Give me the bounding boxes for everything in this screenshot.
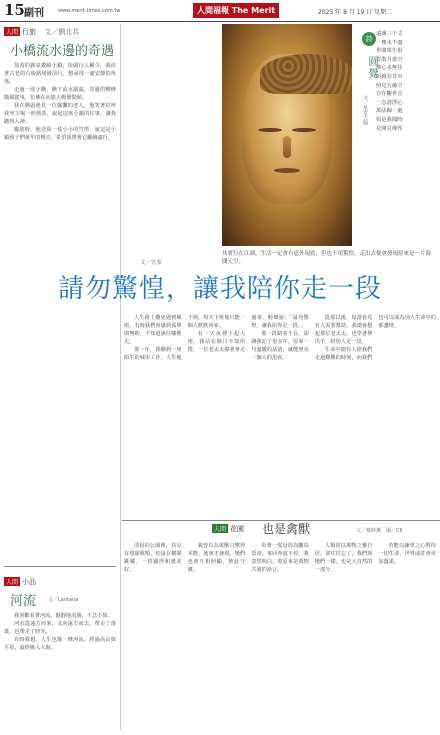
paragraph: 我喜歡看著河流，靜靜地流淌，不急不徐。 <box>14 613 113 619</box>
poem-line: 如是我聞時 <box>376 116 403 123</box>
paragraph: 河水從遠方而來，又向遠方而去，帶走了落葉，也帶走了時光。 <box>4 621 116 635</box>
paragraph: 有一天夜裡下起大雨，我站在路口不知所措，一位老太太撐著傘走過來，輕聲說：「請勿驚惶，讓我陪你走一段。」 <box>187 315 309 353</box>
bottom-right-body <box>124 542 436 730</box>
paragraph: 那一段路並不長，卻讓我記了很多年。原來一句溫暖的話語，就能照亮一個人的黑夜。 <box>251 331 309 361</box>
buddha-face <box>242 54 332 204</box>
bottom-right-kicker <box>212 524 244 534</box>
bottom-right-title: 也是禽獸 <box>262 522 311 536</box>
poem-line: 雲散月當空 <box>376 56 403 63</box>
poem-line: 佛心本無住 <box>376 65 403 72</box>
poem-line: 萬法歸一處 <box>376 108 403 115</box>
buddha-eye <box>258 128 282 132</box>
poem-icon: 詩 <box>362 32 376 46</box>
poem-line: 自在觀世音 <box>376 91 403 98</box>
paragraph: 看著一隻母鳥為雛鳥覓食，來回奔波不停，我忽然明白，愛原來是萬物共通的語言。 <box>251 543 309 573</box>
left-top-title: 小橋流水邊的奇遇 <box>10 44 115 59</box>
left-bottom-title: 河流 <box>10 594 37 609</box>
poem-title: 圓覺 <box>366 56 377 80</box>
feature-caption: 其實行在江湖，生活一定會有意外現底，但也不用驚惶，走出去便會發現原來是一片海闊天空。 <box>222 251 432 265</box>
site-url[interactable]: www.merit-times.com.tw <box>58 8 121 14</box>
left-bottom-body <box>4 612 116 730</box>
paragraph: 有時我想，人生也像一條河流，經過高山與平原，最終匯入大海。 <box>4 637 116 651</box>
buddha-hair <box>260 54 352 94</box>
buddha-image <box>222 24 352 246</box>
paragraph: 我曾以為禽獸只懂得本能，後來才發現，牠們也會互相照顧，彼此守護。 <box>187 543 246 573</box>
feature-author: 文／宜家 <box>140 260 163 266</box>
left-top-column: 行旅 <box>22 28 37 36</box>
paragraph: 若能以謙卑之心對待一切生命，世界或許會更加溫柔。 <box>378 543 436 565</box>
poem-line: 照見五蘊空 <box>376 82 403 89</box>
paragraph: 蒸蒸的霧氣縈繞小鎮，街頭行人稀少，我沿著古老的石板路緩緩前行，想尋找一處安靜的角落。 <box>4 63 116 85</box>
poem-lines <box>376 30 436 242</box>
left-bottom-author: 文／Lantana <box>48 597 79 603</box>
left-bottom-column: 小品 <box>22 578 37 586</box>
divider <box>4 566 116 567</box>
paragraph: 從那以後，每當看見有人需要幫助，我總會想起那位老太太，也學著伸出手，陪別人走一段。 <box>314 315 373 345</box>
paragraph: 走過一座小橋，橋下流水潺潺，岸邊的柳條隨風搖曳，彷彿在向旅人輕聲問候。 <box>4 87 116 101</box>
poem-line: 一塵未不盡 <box>376 39 403 46</box>
paragraph: 人類常以萬物之靈自居，卻往往忘了，我們與牠們一樣，也是大自然的一部分。 <box>314 543 373 573</box>
buddha-nose <box>283 136 291 158</box>
poem-line: 花開見佛性 <box>376 125 403 132</box>
paragraph: 清晨的公園裡，鳥兒在枝頭歌唱，松鼠在樹間跳躍，一切顯得和諧美好。 <box>124 543 182 573</box>
poem-line: 明鏡亦非台 <box>376 73 403 80</box>
masthead <box>0 0 440 22</box>
bottom-right-author: 文／蔡時薰 圖／CII <box>356 528 403 534</box>
poem-line: 遠溪三千丈 <box>376 31 403 37</box>
left-top-author: 文／劉北共 <box>44 28 80 36</box>
buddha-eye <box>292 128 316 132</box>
feature-body <box>124 314 436 512</box>
paragraph: 臨別時，他送我一枝小小的竹笛，說這是小鎮孩子們童年的聲音，希望我帶著它繼續遠行。 <box>4 127 116 141</box>
left-top-tag: 人間 <box>6 29 19 36</box>
left-bottom-tag: 人間 <box>6 579 19 586</box>
newspaper-logo: 人間福報 The Merit <box>193 3 279 18</box>
poem-line: 世間眾生相 <box>376 48 403 55</box>
bottom-right-column: 花園 <box>230 525 245 533</box>
page-number: 15 <box>4 1 25 19</box>
left-top-kicker <box>4 27 79 37</box>
bottom-right-tag: 人間 <box>214 526 227 533</box>
section-title: 副刊 <box>24 8 44 19</box>
paragraph: 生命中總有人陪我們走過艱難的時刻，而我們也可以成為別人生命中的那盞燈。 <box>314 315 436 361</box>
issue-date: 2025 年 8 月 19 日 星期二 <box>318 9 393 16</box>
buddha-mouth <box>274 168 300 173</box>
paragraph: 那一年，我剛到一座陌生的城市工作，人生地不熟，每天下班後只能一個人默默回家。 <box>124 315 246 361</box>
poem-line: 一念清淨心 <box>376 99 403 106</box>
left-top-body <box>4 62 116 560</box>
column-divider <box>120 24 121 730</box>
left-bottom-kicker <box>4 577 36 587</box>
poem-author: 文／星雲大師 <box>362 95 368 125</box>
paragraph: 我在橋頭遇見一位擺攤的老人，他笑著招呼我坐下喝一杯熱茶，說起這座小鎮的往事，讓我聽得入神。 <box>4 103 116 125</box>
feature-headline: 請勿驚惶，讓我陪你走一段 <box>58 274 383 304</box>
paragraph: 人生路上難免遇到風雨，有時我們會感到孤單與無助，不知道該往哪裡走。 <box>124 315 182 345</box>
